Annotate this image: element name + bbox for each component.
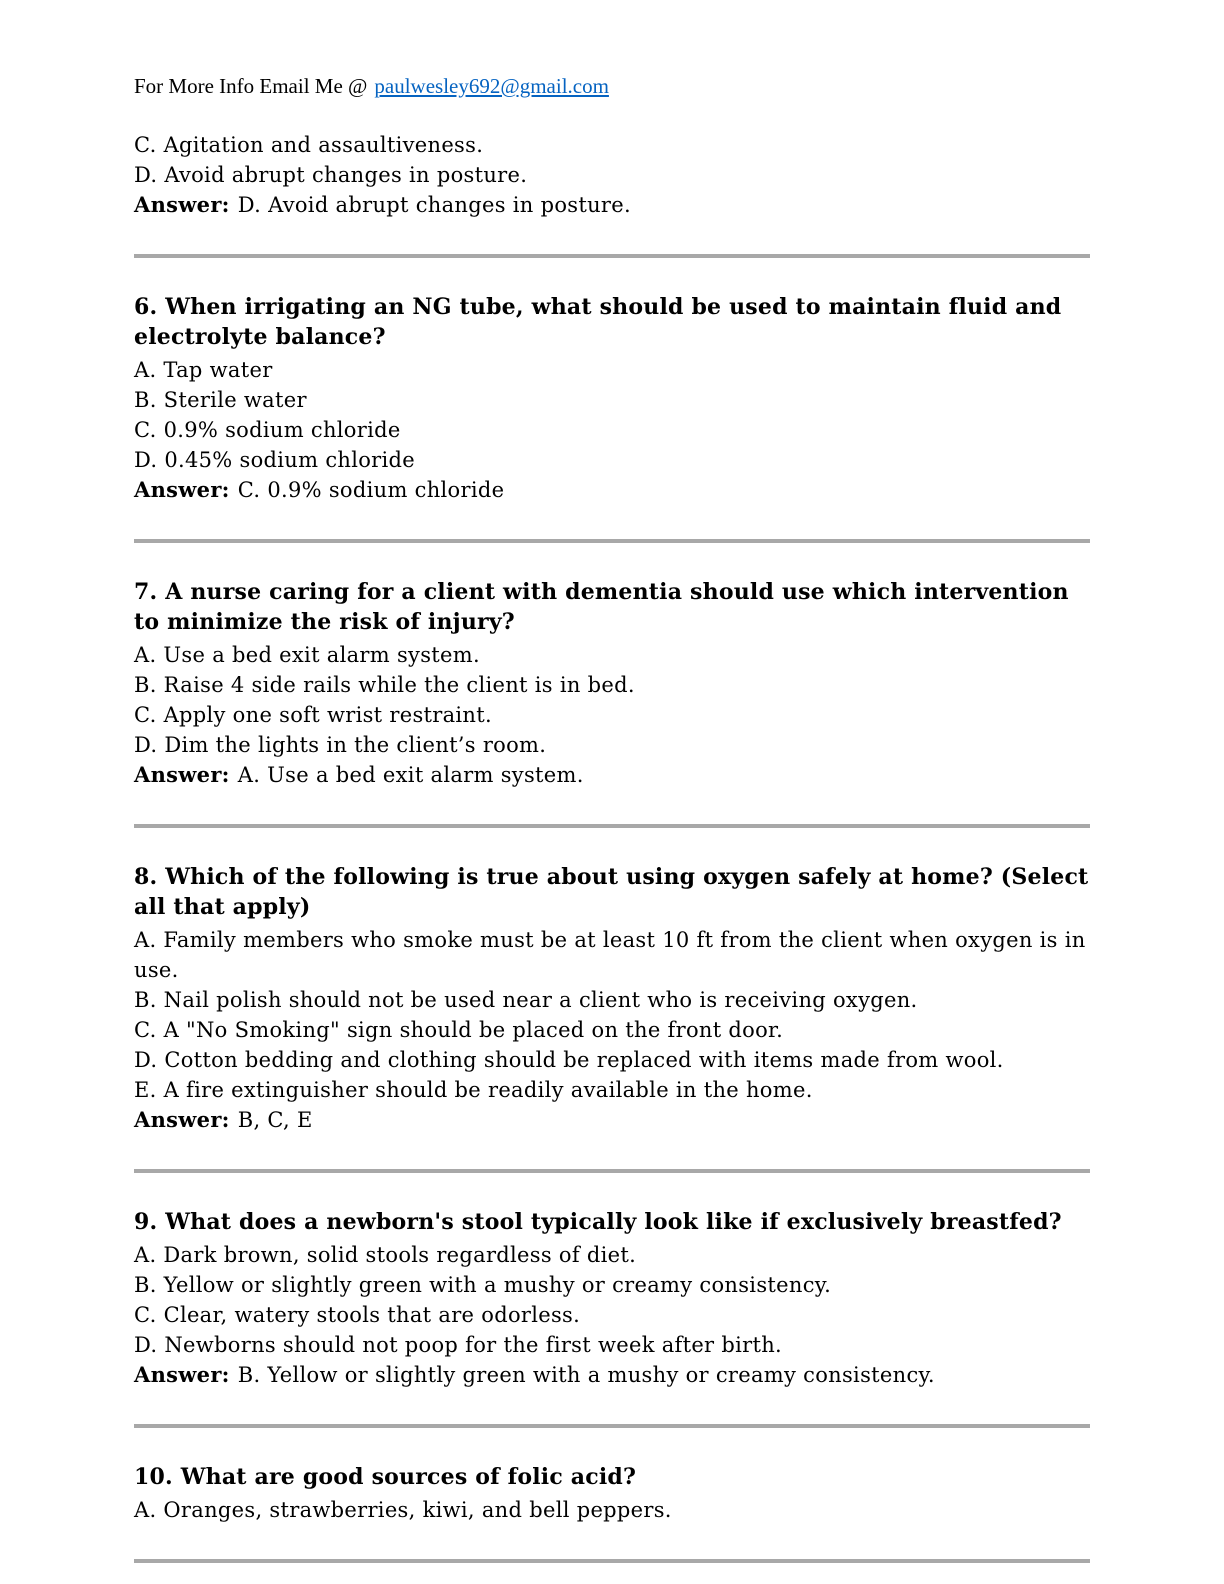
question-title: 6. When irrigating an NG tube, what should be used to maintain fluid and electrolyte balance?: [134, 294, 1062, 350]
question-option: B. Sterile water: [134, 388, 307, 412]
question-option: D. 0.45% sodium chloride: [134, 448, 415, 472]
email-link[interactable]: paulwesley692@gmail.com: [374, 74, 609, 98]
question-option: C. 0.9% sodium chloride: [134, 418, 401, 442]
question-option: B. Nail polish should not be used near a client who is receiving oxygen.: [134, 988, 918, 1012]
section-divider: [134, 1169, 1090, 1173]
answer-line: [134, 475, 1090, 505]
question-block-6: [134, 292, 1090, 505]
section-divider: [134, 824, 1090, 828]
question-block-7: [134, 577, 1090, 790]
answer-line: [134, 760, 1090, 790]
question-option: C. Agitation and assaultiveness.: [134, 133, 484, 157]
answer-line: [134, 1360, 1090, 1390]
question-block-9: [134, 1207, 1090, 1390]
question-option: A. Oranges, strawberries, kiwi, and bell peppers.: [134, 1498, 672, 1522]
question-option: A. Family members who smoke must be at least 10 ft from the client when oxygen is in use.: [134, 928, 1086, 982]
answer-text: B, C, E: [237, 1108, 313, 1132]
question-title: 7. A nurse caring for a client with dementia should use which intervention to minimize the risk of injury?: [134, 579, 1069, 635]
answer-label: Answer:: [134, 1362, 230, 1387]
answer-label: Answer:: [134, 477, 230, 502]
section-divider: [134, 539, 1090, 543]
section-divider: [134, 254, 1090, 258]
answer-label: Answer:: [134, 192, 230, 217]
question-option: A. Dark brown, solid stools regardless of diet.: [134, 1243, 637, 1267]
question-block-partial: [134, 130, 1090, 220]
question-block-10: [134, 1462, 1090, 1525]
question-option: D. Dim the lights in the client’s room.: [134, 733, 547, 757]
question-option: D. Cotton bedding and clothing should be replaced with items made from wool.: [134, 1048, 1004, 1072]
question-option: A. Tap water: [134, 358, 273, 382]
answer-label: Answer:: [134, 1107, 230, 1132]
section-divider: [134, 1424, 1090, 1428]
answer-text: D. Avoid abrupt changes in posture.: [237, 193, 631, 217]
question-option: C. A "No Smoking" sign should be placed on the front door.: [134, 1018, 784, 1042]
answer-text: C. 0.9% sodium chloride: [237, 478, 505, 502]
question-option: A. Use a bed exit alarm system.: [134, 643, 480, 667]
question-block-8: [134, 862, 1090, 1135]
answer-line: [134, 1105, 1090, 1135]
question-title: 9. What does a newborn's stool typically look like if exclusively breastfed?: [134, 1209, 1062, 1235]
answer-text: A. Use a bed exit alarm system.: [237, 763, 584, 787]
answer-line: [134, 190, 1090, 220]
question-option: B. Yellow or slightly green with a mushy or creamy consistency.: [134, 1273, 832, 1297]
section-divider: [134, 1559, 1090, 1563]
question-option: C. Apply one soft wrist restraint.: [134, 703, 492, 727]
question-option: C. Clear, watery stools that are odorless.: [134, 1303, 581, 1327]
question-title: 10. What are good sources of folic acid?: [134, 1464, 637, 1490]
answer-text: B. Yellow or slightly green with a mushy or creamy consistency.: [237, 1363, 935, 1387]
question-title: 8. Which of the following is true about using oxygen safely at home? (Select all that apply): [134, 864, 1089, 920]
question-option: D. Avoid abrupt changes in posture.: [134, 163, 528, 187]
question-option: D. Newborns should not poop for the first week after birth.: [134, 1333, 783, 1357]
question-option: B. Raise 4 side rails while the client is in bed.: [134, 673, 635, 697]
header-text: For More Info Email Me @: [134, 74, 368, 98]
question-option: E. A fire extinguisher should be readily available in the home.: [134, 1078, 813, 1102]
doc-header: [134, 72, 1090, 100]
answer-label: Answer:: [134, 762, 230, 787]
